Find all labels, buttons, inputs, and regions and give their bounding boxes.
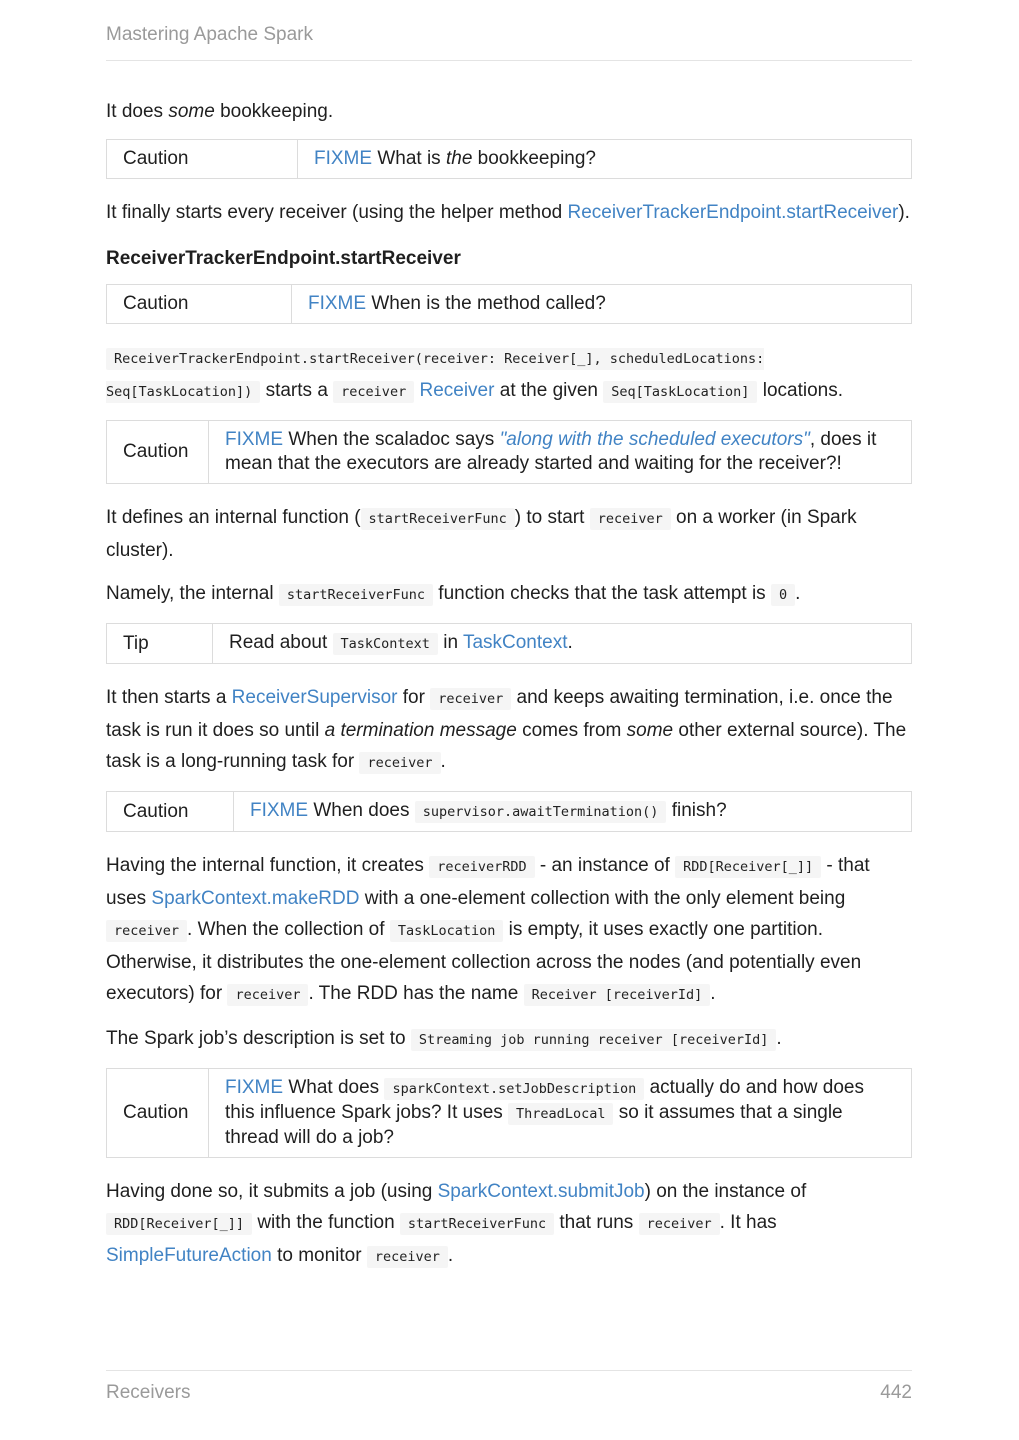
text: It finally starts every receiver (using the helper method — [106, 202, 568, 223]
text: When does — [308, 800, 415, 821]
code-snippet: supervisor.awaitTermination() — [415, 801, 667, 823]
text: other external source). The task is a long-running task for — [106, 720, 907, 772]
submitjob-link[interactable]: SparkContext.submitJob — [437, 1181, 645, 1202]
code-snippet: receiver — [106, 920, 187, 942]
code-snippet: ThreadLocal — [508, 1103, 613, 1125]
code-snippet: TaskLocation — [390, 920, 504, 942]
caution-admonition — [106, 284, 912, 324]
admonition-label: Caution — [107, 1069, 209, 1158]
code-snippet: RDD[Receiver[_]] — [106, 1213, 252, 1235]
emphasis: some — [626, 720, 674, 741]
text: - that uses — [106, 855, 870, 909]
code-snippet: receiver — [333, 381, 414, 403]
text: on a worker (in Spark cluster). — [106, 507, 857, 561]
text: It then starts a — [106, 687, 232, 708]
code-snippet: receiver — [430, 688, 511, 710]
text: When is the method called? — [366, 293, 606, 314]
text: . — [776, 1028, 782, 1049]
admonition-label: Caution — [107, 140, 298, 179]
text: ). — [898, 202, 910, 223]
receiver-link[interactable]: Receiver — [419, 380, 495, 401]
fixme-link[interactable]: FIXME — [308, 293, 367, 314]
text: . — [567, 632, 573, 653]
admonition-text — [209, 421, 912, 484]
text: When the scaladoc says — [283, 429, 500, 450]
text: The Spark job’s description is set to — [106, 1028, 411, 1049]
footer-divider — [106, 1370, 912, 1371]
emphasis: the — [445, 148, 473, 169]
text: with the function — [252, 1212, 400, 1233]
admonition-text — [213, 624, 912, 664]
text: to monitor — [271, 1245, 367, 1266]
simplefutureaction-link[interactable]: SimpleFutureAction — [106, 1245, 272, 1266]
text: function checks that the task attempt is — [433, 583, 771, 604]
caution-admonition — [106, 791, 912, 832]
text: ) on the instance of — [644, 1181, 807, 1202]
code-snippet: sparkContext.setJobDescription — [384, 1078, 644, 1100]
admonition-text — [209, 1069, 912, 1158]
fixme-link[interactable]: FIXME — [225, 429, 284, 450]
fixme-link[interactable]: FIXME — [250, 800, 309, 821]
text: that runs — [554, 1212, 639, 1233]
makerdd-link[interactable]: SparkContext.makeRDD — [151, 888, 360, 909]
text: Read about — [229, 632, 333, 653]
paragraph-receiver-supervisor — [106, 682, 912, 779]
text: so it assumes that a single thread will do a job? — [225, 1102, 843, 1148]
admonition-label: Tip — [107, 624, 213, 664]
text: in — [437, 632, 463, 653]
paragraph-job-description — [106, 1023, 912, 1056]
code-snippet: Receiver [receiverId] — [524, 984, 711, 1006]
page-header-title: Mastering Apache Spark — [106, 24, 314, 45]
code-snippet: Seq[TaskLocation] — [603, 381, 757, 403]
text: bookkeeping? — [472, 148, 596, 169]
scaladoc-quote-link[interactable]: "along with the scheduled executors" — [499, 429, 810, 450]
page-content — [106, 96, 912, 1285]
text: Having the internal function, it creates — [106, 855, 430, 876]
text: . — [447, 1245, 454, 1266]
text: for — [397, 687, 431, 708]
text: What does — [283, 1077, 385, 1098]
caution-admonition — [106, 139, 912, 179]
text: - an instance of — [534, 855, 676, 876]
text: finish? — [666, 800, 727, 821]
code-snippet: 0 — [771, 584, 795, 606]
text: is empty, it uses exactly one partition. Otherwise, it distributes the one-element collection across the nodes (and potentially even executors) for — [106, 919, 862, 1004]
text: , does it mean that the executors are already started and waiting for the receiver?! — [225, 429, 877, 474]
text: ) to start — [514, 507, 590, 528]
admonition-text — [298, 140, 912, 179]
text: . The RDD has the name — [308, 983, 524, 1004]
code-snippet: ReceiverTrackerEndpoint.startReceiver(receiver: Receiver[_], scheduledLocations: Seq[TaskLocation]) — [106, 348, 764, 403]
caution-admonition — [106, 420, 912, 484]
tip-admonition — [106, 623, 912, 664]
startreceiver-link[interactable]: ReceiverTrackerEndpoint.startReceiver — [567, 202, 899, 223]
text: starts a — [260, 380, 334, 401]
code-snippet: receiverRDD — [429, 856, 534, 878]
text: and keeps awaiting termination, i.e. once the task is run it does so until — [106, 687, 893, 741]
section-heading: ReceiverTrackerEndpoint.startReceiver — [106, 248, 461, 269]
code-snippet: receiver — [639, 1213, 720, 1235]
paragraph-receiver-rdd — [106, 850, 912, 1011]
paragraph-bookkeeping — [106, 96, 912, 127]
admonition-label: Caution — [107, 285, 292, 324]
text: . When the collection of — [187, 919, 390, 940]
code-snippet: receiver — [359, 752, 440, 774]
admonition-text — [234, 792, 912, 832]
code-snippet: receiver — [367, 1246, 448, 1268]
fixme-link[interactable]: FIXME — [225, 1077, 284, 1098]
text: Namely, the internal — [106, 583, 279, 604]
text: It does — [106, 101, 169, 122]
admonition-label: Caution — [107, 421, 209, 484]
text: at the given — [494, 380, 604, 401]
code-snippet: receiver — [227, 984, 308, 1006]
text: . — [440, 751, 446, 772]
page-number: 442 — [880, 1382, 912, 1403]
paragraph-submit-job — [106, 1176, 912, 1273]
text: bookkeeping. — [214, 101, 334, 122]
caution-admonition — [106, 1068, 912, 1158]
code-snippet: startReceiverFunc — [279, 584, 433, 606]
text: What is — [372, 148, 446, 169]
text: with a one-element collection with the only element being — [359, 888, 846, 909]
header-divider — [106, 60, 912, 61]
text: Having done so, it submits a job (using — [106, 1181, 438, 1202]
admonition-text — [292, 285, 912, 324]
emphasis: a termination message — [324, 720, 517, 741]
text: . — [795, 583, 801, 604]
text: locations. — [757, 380, 843, 401]
text: comes from — [516, 720, 627, 741]
footer-section-title: Receivers — [106, 1382, 191, 1403]
receiversupervisor-link[interactable]: ReceiverSupervisor — [231, 687, 398, 708]
code-snippet: startReceiverFunc — [361, 508, 515, 530]
emphasis: some — [168, 101, 215, 122]
code-snippet: RDD[Receiver[_]] — [675, 856, 821, 878]
code-snippet: TaskContext — [333, 633, 438, 655]
paragraph-internal-function — [106, 502, 912, 566]
code-snippet: receiver — [590, 508, 671, 530]
taskcontext-link[interactable]: TaskContext — [462, 632, 568, 653]
code-snippet: Streaming job running receiver [receiverId] — [411, 1029, 777, 1051]
paragraph-starts-receivers — [106, 197, 912, 228]
admonition-label: Caution — [107, 792, 234, 832]
paragraph-task-attempt — [106, 578, 912, 611]
text: . It has — [719, 1212, 777, 1233]
fixme-link[interactable]: FIXME — [314, 148, 373, 169]
text: It defines an internal function ( — [106, 507, 361, 528]
text: . — [710, 983, 716, 1004]
text: actually do and how does this influence Spark jobs? It uses — [225, 1077, 865, 1123]
paragraph-startreceiver-signature — [106, 342, 912, 408]
code-snippet: startReceiverFunc — [400, 1213, 554, 1235]
